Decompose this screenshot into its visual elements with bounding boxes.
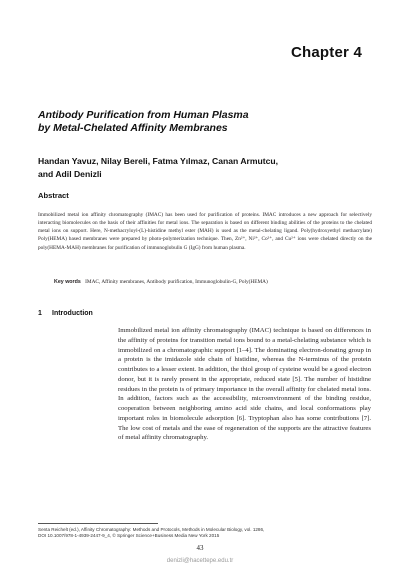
intro-paragraph: Immobilized metal ion affinity chromatography (IMAC) technique is based on differences in the affinity of proteins for transition metal ions bound to a metal-chelating substance which is immobilized on a chromatographic support [1–4]. The dominating electron-donating group in a protein is the imidazole side chain of histidine, whereas the N-terminus of the protein contributes to a lesser extent. In addition, the thiol group of cysteine would be a good electron donor, but it is rarely present in the appropriate, reduced state [5]. The number of histidine residues in the protein is of primary importance in the overall affinity for chelated metal ions. In addition, factors such as the accessibility, microenvironment of the binding residue, cooperation between neighboring amino acid side chains, and local conformations play important roles in biomolecule adsorption [6]. Tryptophan also has some contributions [7]. The low cost of metals and the ease of regeneration of the supports are the attractive features of metal affinity chromatography. — [118, 327, 371, 442]
citation-footnote — [38, 527, 372, 540]
section-number: 1 — [38, 310, 42, 317]
watermark-email: denizli@hacettepe.edu.tr — [166, 558, 234, 564]
keywords-text: IMAC, Affinity membranes, Antibody purification, Immunoglobulin-G, Poly(HEMA) — [85, 279, 268, 285]
abstract-text: Immobilized metal ion affinity chromatography (IMAC) has been used for purification of proteins. IMAC introduces a new approach for selectively interacting biomolecules on the basis of their affinities for metal ions. The separation is based on different binding abilities of the proteins to the chelated metal ions on support. Here, N-methacryloyl-(L)-histidine methyl ester (MAH) is used as the metal-chelating ligand. Poly(hydroxyethyl methacrylate) Poly(HEMA) based membranes were prepared by photo-polymerization technique. Then, Zn²⁺, Ni²⁺, Co²⁺, and Cu²⁺ ions were chelated directly on the poly(HEMA-MAH) membranes for purification of immunoglobulin G (IgG) from human plasma. — [38, 212, 372, 251]
section-heading — [38, 310, 93, 317]
footnote-line-1: Senta Reichelt (ed.), Affinity Chromatography: Methods and Protocols, Methods in Molecular Biology, vol. 1286, — [38, 527, 265, 532]
authors-line-1: Handan Yavuz, Nilay Bereli, Fatma Yılmaz, Canan Armutcu, — [38, 156, 279, 166]
title-line-1: Antibody Purification from Human Plasma — [38, 109, 249, 121]
footnote-line-2: DOI 10.1007/978-1-4939-2447-9_4, © Springer Science+Business Media New York 2015 — [38, 533, 220, 539]
section-title: Introduction — [52, 310, 93, 317]
keywords-label: Key words — [54, 279, 81, 285]
chapter-label: Chapter 4 — [291, 44, 362, 61]
abstract-heading: Abstract — [38, 191, 69, 200]
page-number: 43 — [196, 544, 204, 552]
authors-line-2: and Adil Denizli — [38, 169, 102, 179]
author-list — [38, 155, 368, 181]
chapter-title — [38, 109, 368, 135]
keywords — [54, 278, 374, 286]
footnote-divider — [38, 523, 158, 524]
title-line-2: by Metal-Chelated Affinity Membranes — [38, 122, 228, 134]
